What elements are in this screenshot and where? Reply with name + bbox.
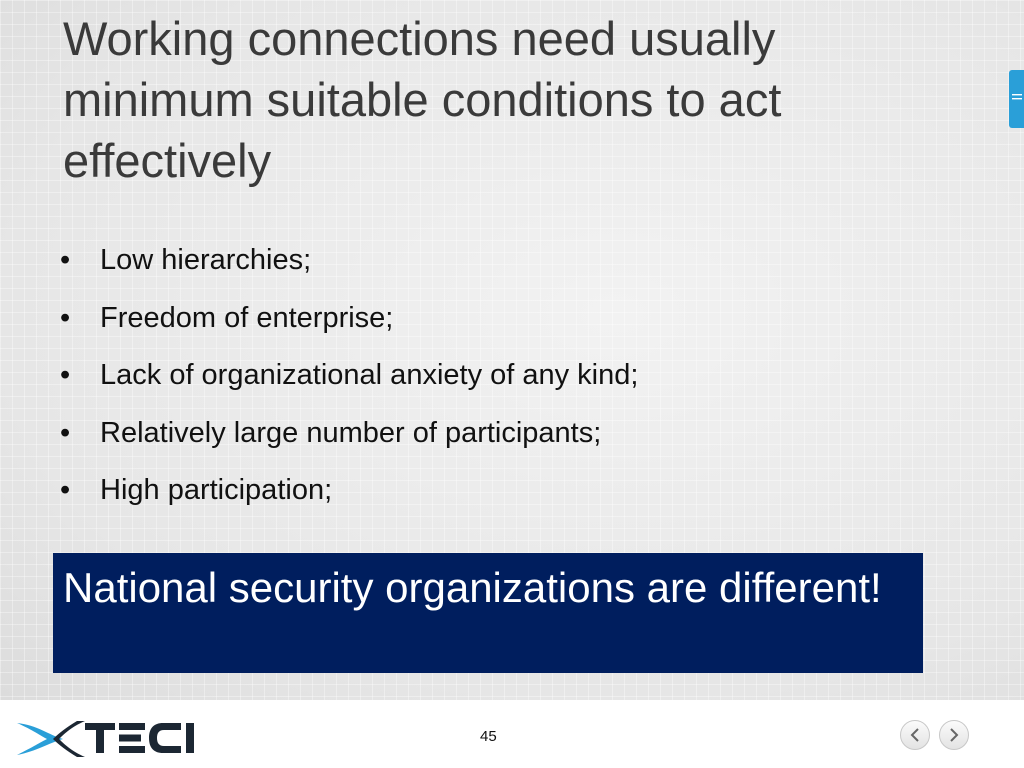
bullet-dot: • — [60, 244, 71, 276]
list-item — [58, 411, 638, 469]
bullet-dot: • — [60, 416, 71, 449]
slide-title: Working connections need usually minimum suitable conditions to act effectively — [63, 12, 782, 187]
side-menu-tab[interactable] — [1009, 70, 1024, 128]
bullet-dot: • — [60, 474, 71, 506]
xteci-logo — [15, 715, 225, 760]
chevron-left-icon — [908, 727, 922, 743]
callout-text: National security organizations are different! — [63, 564, 882, 611]
page-number: 45 — [480, 728, 497, 745]
list-item — [58, 238, 638, 296]
bullet-dot: • — [60, 359, 71, 391]
menu-icon — [1012, 92, 1022, 102]
list-item — [58, 353, 638, 411]
list-item — [58, 468, 638, 526]
previous-slide-button[interactable] — [900, 720, 930, 750]
list-item-text: Relatively large number of participants; — [100, 416, 602, 449]
next-slide-button[interactable] — [939, 720, 969, 750]
bullet-list — [58, 238, 638, 526]
callout-box — [53, 553, 923, 673]
footer-bar — [0, 700, 1024, 768]
chevron-right-icon — [947, 727, 961, 743]
list-item-text: Low hierarchies; — [100, 244, 312, 276]
list-item — [58, 296, 638, 354]
list-item-text: Lack of organizational anxiety of any kind; — [100, 359, 639, 391]
list-item-text: High participation; — [100, 474, 333, 506]
list-item-text: Freedom of enterprise; — [100, 301, 394, 334]
bullet-dot: • — [60, 301, 71, 334]
